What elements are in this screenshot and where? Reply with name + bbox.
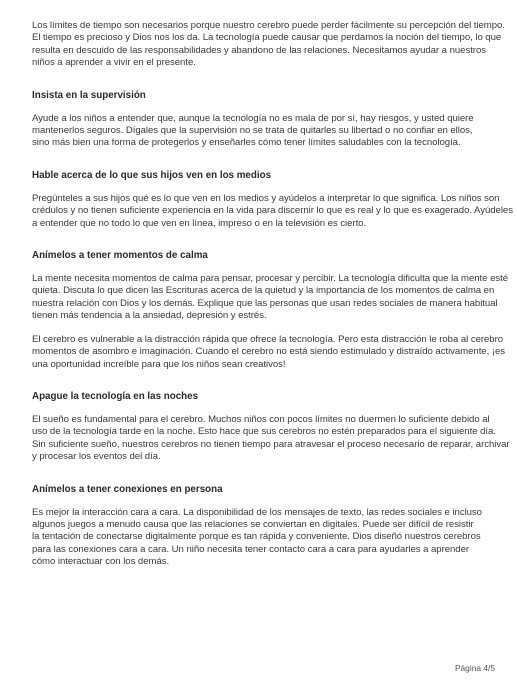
section-paragraph xyxy=(32,507,494,569)
section-heading-night: Apague la tecnología en las noches xyxy=(32,390,199,402)
text-line: resulta en descuido de las responsabilidades y abandono de las relaciones. Necesitamos ayudar a nuestros xyxy=(32,44,486,56)
text-line: momentos de asombro e imaginación. Cuando el cerebro no está siendo estimulado y distraído activamente, ¡es xyxy=(32,346,505,358)
text-line: uso de la tecnología tarde en la noche. Esto hace que sus cerebros no estén preparados para el siguiente día. xyxy=(32,426,496,438)
text-line: Pregúnteles a sus hijos qué es lo que ven en los medios y ayúdelos a interpretar lo que significa. Los niños son xyxy=(32,192,500,204)
text-line: crédulos y no tienen suficiente experiencia en la vida para discernir lo que es real y lo que es exagerado. Ayúdeles xyxy=(32,205,513,217)
text-line: Ayude a los niños a entender que, aunque la tecnología no es mala de por sí, hay riesgos, y usted quiere xyxy=(32,112,474,124)
text-line: Los límites de tiempo son necesarios porque nuestro cerebro puede perder fácilmente su percepción del tiempo. xyxy=(32,20,505,31)
text-line: una oportunidad increíble para que los niños sean creativos! xyxy=(32,358,286,370)
text-line: mantenerlos seguros. Dígales que la supervisión no se trata de quitarles su libertad o no confiar en ellos, xyxy=(32,125,473,137)
text-line: y procesar los eventos del día. xyxy=(32,451,161,463)
section-paragraph xyxy=(32,413,510,464)
text-line: algunos juegos a menudo causa que las relaciones se conviertan en digitales. Puede ser difícil de resistir xyxy=(32,518,474,530)
text-line: El sueño es fundamental para el cerebro. Muchos niños con pocos límites no duermen lo suficiente debido al xyxy=(32,413,490,425)
section-heading-in-person: Anímelos a tener conexiones en persona xyxy=(32,483,223,495)
text-line: nuestra relación con Dios y los demás. Explique que las personas que usan redes sociales de manera habitual xyxy=(32,297,498,309)
text-line: la tentación de conectarse digitalmente porque es tan rápida y conveniente. Dios diseñó nuestros cerebros xyxy=(32,531,481,543)
text-line: quieta. Discuta lo que dicen las Escrituras acerca de la quietud y la importancia de los momentos de calma en xyxy=(32,285,495,297)
section-paragraph xyxy=(32,273,509,323)
text-line: tienen más tendencia a la ansiedad, depresión y estrés. xyxy=(32,310,267,322)
text-line: para las conexiones cara a cara. Un niño necesita tener contacto cara a cara para ayudarles a aprender xyxy=(32,543,470,555)
text-line: El cerebro es vulnerable a la distracción rápida que ofrece la tecnología. Pero esta distracción le roba al cerebro xyxy=(32,333,504,345)
text-line: niños a aprender a vivir en el presente. xyxy=(32,57,196,69)
document-page xyxy=(32,20,513,569)
section-paragraph xyxy=(32,113,494,150)
section-heading-calm: Anímelos a tener momentos de calma xyxy=(32,250,208,262)
text-line: a entender que no todo lo que ven en línea, impreso o en la televisión es cierto. xyxy=(32,217,367,229)
text-line: Es mejor la interacción cara a cara. La disponibilidad de los mensajes de texto, las redes sociales e incluso xyxy=(32,506,482,518)
section-paragraph xyxy=(32,192,513,230)
text-line: La mente necesita momentos de calma para pensar, procesar y percibir. La tecnología dificulta que la mente esté xyxy=(32,273,509,285)
section-paragraph xyxy=(32,333,505,371)
section-heading-media: Hable acerca de lo que sus hijos ven en los medios xyxy=(32,169,272,181)
text-line: sino más bien una forma de protegerlos y enseñarles cómo tener límites saludables con la tecnología. xyxy=(32,137,461,149)
page-number: Página 4/5 xyxy=(454,663,495,673)
text-line: Sin suficiente sueño, nuestros cerebros no tienen tiempo para atravesar el proceso necesario de reparar, archivar xyxy=(32,438,510,450)
section-heading-supervision: Insista en la supervisión xyxy=(32,89,146,101)
intro-paragraph xyxy=(32,20,505,70)
text-line: cómo interactuar con los demás. xyxy=(32,556,170,568)
text-line: El tiempo es precioso y Dios nos los da. La tecnología puede causar que perdamos la noción del tiempo, lo que xyxy=(32,32,502,44)
